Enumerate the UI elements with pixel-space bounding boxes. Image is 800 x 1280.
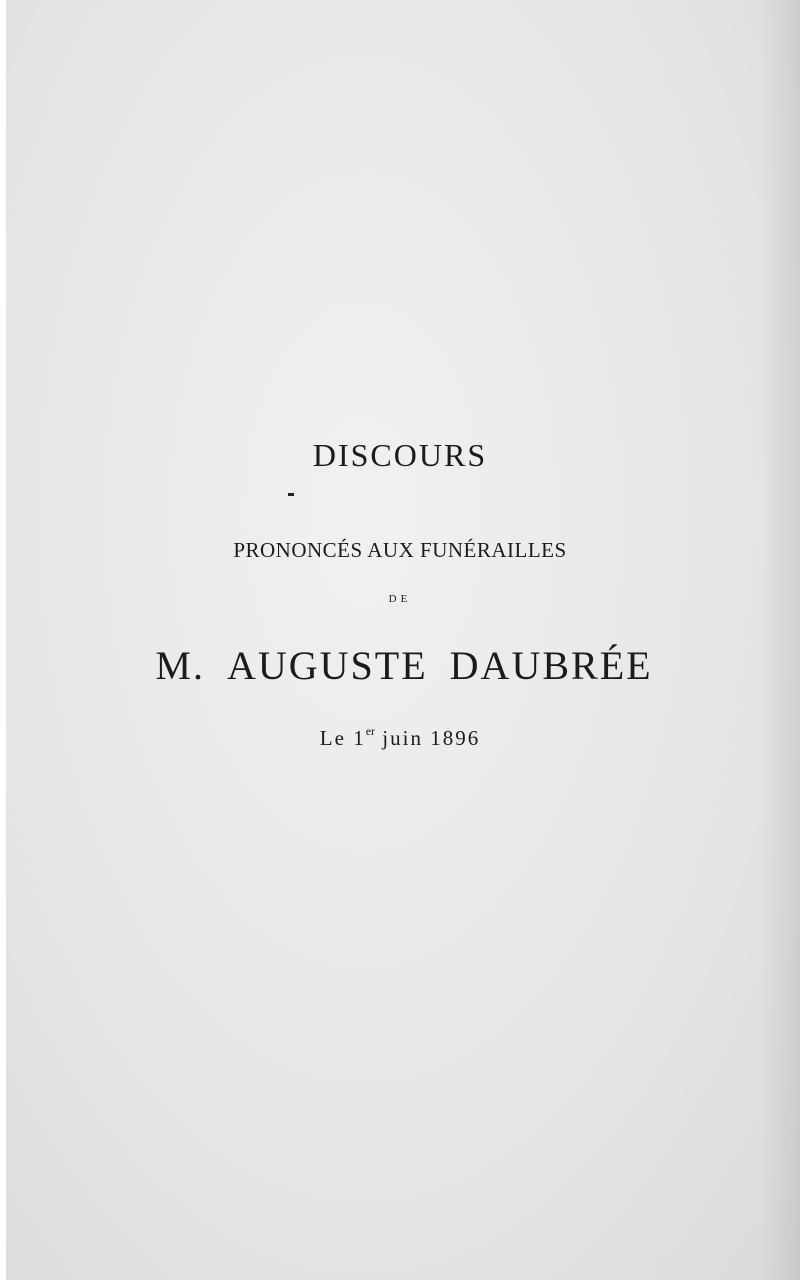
date-line — [6, 726, 794, 751]
connector-word: DE — [388, 593, 412, 605]
date-prefix: Le 1 — [319, 726, 366, 750]
book-page — [6, 0, 800, 1280]
date-rest: juin 1896 — [375, 726, 481, 750]
ink-speck — [288, 493, 294, 496]
date-ordinal: er — [365, 724, 376, 738]
subheading: PRONONCÉS AUX FUNÉRAILLES — [233, 538, 567, 562]
honoree-name — [10, 642, 798, 689]
name-prefix: M. — [155, 643, 205, 688]
name-first: AUGUSTE — [227, 643, 428, 688]
heading: DISCOURS — [312, 437, 488, 473]
title-block — [6, 0, 800, 1280]
name-last: DAUBRÉE — [449, 643, 653, 688]
